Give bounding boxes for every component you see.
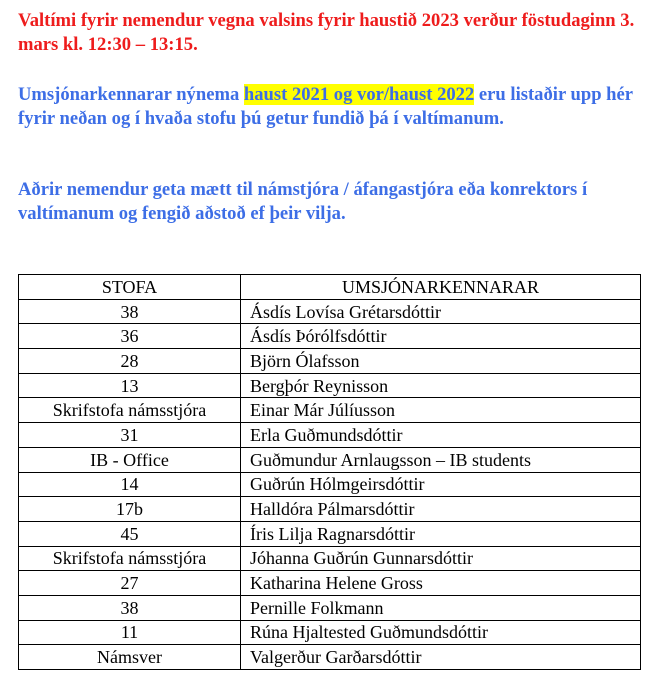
table-row [19,546,641,571]
header-room: STOFA [19,275,241,300]
room-cell: 28 [19,349,241,374]
teacher-cell: Katharina Helene Gross [241,571,641,596]
table-row [19,324,641,349]
table-header-row [19,275,641,300]
table-row [19,571,641,596]
table-row [19,620,641,645]
room-cell: Skrifstofa námsstjóra [19,398,241,423]
teacher-cell: Pernille Folkmann [241,595,641,620]
teacher-cell: Guðmundur Arnlaugsson – IB students [241,447,641,472]
teacher-cell: Björn Ólafsson [241,349,641,374]
advisors-notice [18,83,658,131]
room-cell: 11 [19,620,241,645]
room-cell: 13 [19,373,241,398]
teacher-cell: Jóhanna Guðrún Gunnarsdóttir [241,546,641,571]
teacher-cell: Erla Guðmundsdóttir [241,423,641,448]
room-cell: 31 [19,423,241,448]
highlighted-semesters: haust 2021 og vor/haust 2022 [243,84,475,105]
room-cell: 14 [19,472,241,497]
room-cell: IB - Office [19,447,241,472]
table-row [19,521,641,546]
room-cell: Námsver [19,645,241,670]
teacher-cell: Rúna Hjaltested Guðmundsdóttir [241,620,641,645]
room-cell: 38 [19,595,241,620]
table-row [19,645,641,670]
table-row [19,349,641,374]
table-row [19,447,641,472]
room-cell: Skrifstofa námsstjóra [19,546,241,571]
room-cell: 17b [19,497,241,522]
table-row [19,595,641,620]
header-teachers: UMSJÓNARKENNARAR [241,275,641,300]
other-students-notice: Aðrir nemendur geta mætt til námstjóra / áfangastjóra eða konrektors í valtímanum og fengið aðstoð ef þeir vilja. [18,179,588,224]
teacher-cell: Valgerður Garðarsdóttir [241,645,641,670]
advisors-notice-start: Umsjónarkennarar nýnema [18,84,244,105]
teacher-cell: Einar Már Júlíusson [241,398,641,423]
teacher-cell: Guðrún Hólmgeirsdóttir [241,472,641,497]
room-cell: 36 [19,324,241,349]
table-row [19,423,641,448]
table-row [19,472,641,497]
teacher-cell: Halldóra Pálmarsdóttir [241,497,641,522]
teacher-cell: Bergþór Reynisson [241,373,641,398]
teacher-cell: Íris Lilja Ragnarsdóttir [241,521,641,546]
room-cell: 27 [19,571,241,596]
teacher-cell: Ásdís Þórólfsdóttir [241,324,641,349]
table-row [19,497,641,522]
table-row [19,299,641,324]
advisors-notice-end: eru listaðir upp hér fyrir neðan og í hvaða stofu þú getur fundið þá í valtímanum. [18,84,633,129]
teacher-cell: Ásdís Lovísa Grétarsdóttir [241,299,641,324]
advisors-table [18,274,641,670]
time-notice: Valtími fyrir nemendur vegna valsins fyrir haustið 2023 verður föstudaginn 3. mars kl. 12:30 – 13:15. [18,10,635,55]
room-cell: 45 [19,521,241,546]
table-row [19,373,641,398]
room-cell: 38 [19,299,241,324]
table-row [19,398,641,423]
